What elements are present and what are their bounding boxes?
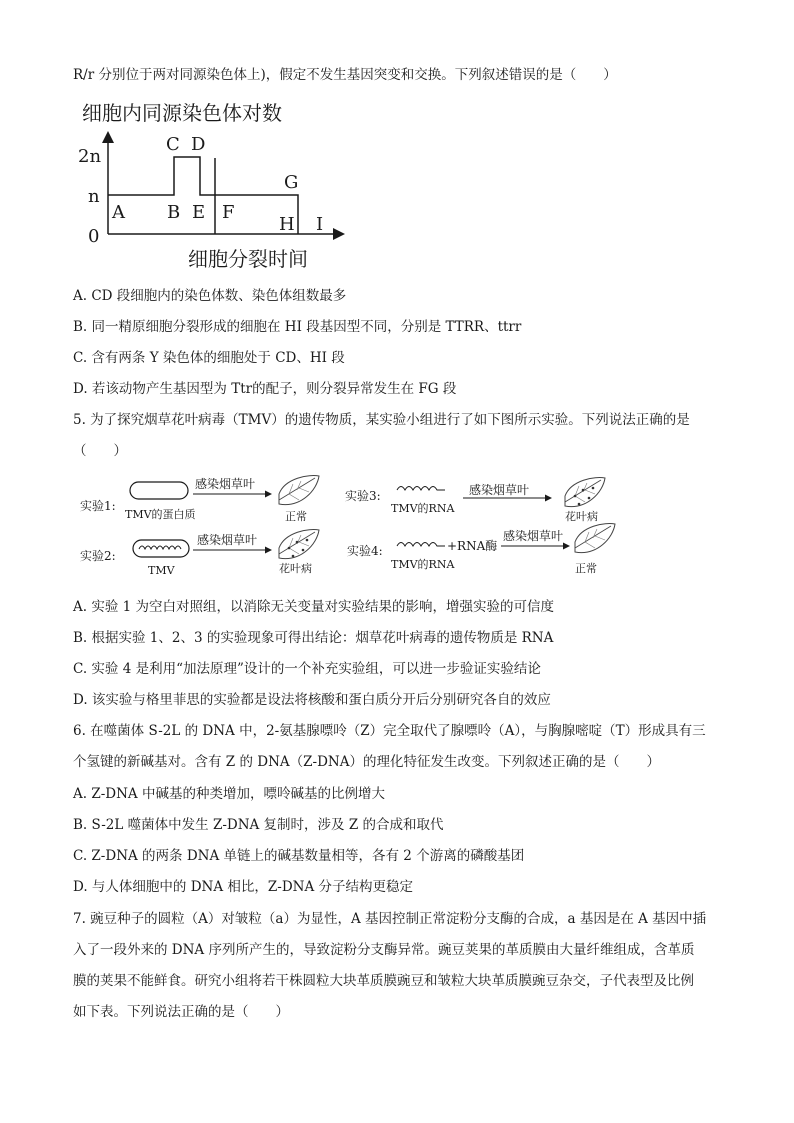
point-label-e: E — [192, 202, 206, 223]
point-label-d: D — [191, 134, 206, 155]
exp1-material: TMV的蛋白质 — [125, 508, 196, 521]
option-5d: D. 该实验与格里菲思的实验都是设法将核酸和蛋白质分开后分别研究各自的效应 — [73, 692, 551, 708]
rna-strand-icon — [397, 487, 445, 491]
option-5a: A. 实验 1 为空白对照组，以消除无关变量对实验结果的影响，增强实验的可信度 — [73, 599, 555, 615]
y-tick-n: n — [88, 186, 100, 207]
diseased-leaf-icon — [279, 530, 319, 559]
exp1-action: 感染烟草叶 — [195, 477, 256, 491]
exp4-result: 正常 — [575, 562, 597, 575]
y-tick-2n: 2n — [78, 146, 102, 167]
question-5-paren: （ ） — [73, 443, 127, 459]
question-7-stem-1: 7. 豌豆种子的圆粒（A）对皱粒（a）为显性，A 基因控制正常淀粉分支酶的合成，a 基因是在 A 基因中插 — [73, 911, 707, 927]
chart-xlabel: 细胞分裂时间 — [188, 247, 308, 271]
protein-capsule — [130, 482, 188, 499]
exp3-result: 花叶病 — [565, 510, 598, 523]
tmv-experiments-diagram — [75, 470, 625, 580]
leaf-icon-2 — [575, 524, 615, 553]
exp1-label: 实验1: — [80, 499, 116, 513]
option-5b: B. 根据实验 1、2、3 的实验现象可得出结论：烟草花叶病毒的遗传物质是 RNA — [73, 630, 554, 646]
exp1-result: 正常 — [285, 510, 307, 523]
exp4-extra: +RNA酶 — [447, 539, 498, 553]
option-4c: C. 含有两条 Y 染色体的细胞处于 CD、HI 段 — [73, 350, 345, 366]
option-5c: C. 实验 4 是利用“加法原理”设计的一个补充实验组，可以进一步验证实验结论 — [73, 661, 541, 677]
option-4a: A. CD 段细胞内的染色体数、染色体组数最多 — [73, 288, 347, 304]
chart-svg — [70, 92, 370, 277]
point-label-i: I — [316, 214, 324, 235]
question-7-stem-2: 入了一段外来的 DNA 序列所产生的，导致淀粉分支酶异常。豌豆荚果的革质膜由大量纤维组成，含革质 — [73, 942, 695, 958]
exp3-label: 实验3: — [345, 489, 381, 503]
exp2-result: 花叶病 — [279, 562, 312, 575]
leaf-icon — [279, 476, 319, 505]
exp3-material: TMV的RNA — [391, 502, 455, 515]
exp4-label: 实验4: — [347, 544, 383, 558]
y-tick-0: 0 — [88, 226, 100, 247]
point-label-h: H — [279, 214, 295, 235]
option-6b: B. S-2L 噬菌体中发生 Z-DNA 复制时，涉及 Z 的合成和取代 — [73, 817, 444, 833]
exp2-action: 感染烟草叶 — [197, 533, 258, 547]
rna-strand-icon-2 — [397, 543, 445, 547]
question-6-stem-2: 个氢键的新碱基对。含有 Z 的 DNA（Z-DNA）的理化特征发生改变。下列叙述正确的是（ ） — [73, 754, 660, 770]
point-label-a: A — [112, 202, 125, 223]
exp2-material: TMV — [148, 564, 175, 577]
chart-title: 细胞内同源染色体对数 — [82, 101, 282, 125]
homologous-pairs-chart — [70, 92, 370, 277]
experiment-2 — [80, 530, 319, 577]
experiment-3 — [345, 478, 605, 523]
point-label-c: C — [166, 134, 180, 155]
point-label-f: F — [222, 202, 235, 223]
experiment-1 — [80, 476, 319, 523]
exp4-material: TMV的RNA — [391, 558, 455, 571]
question-7-stem-3: 膜的荚果不能鲜食。研究小组将若干株圆粒大块革质膜豌豆和皱粒大块革质膜豌豆杂交，子代表型及比例 — [73, 973, 694, 989]
question-5-stem: 5. 为了探究烟草花叶病毒（TMV）的遗传物质，某实验小组进行了如下图所示实验。下列说法正确的是 — [73, 412, 690, 428]
diseased-leaf-icon-2 — [565, 478, 605, 507]
exp4-action: 感染烟草叶 — [503, 529, 564, 543]
experiments-svg — [75, 470, 625, 580]
option-6a: A. Z-DNA 中碱基的种类增加，嘌呤碱基的比例增大 — [73, 786, 385, 802]
exp3-action: 感染烟草叶 — [469, 483, 530, 497]
question-7-stem-4: 如下表。下列说法正确的是（ ） — [73, 1004, 289, 1020]
point-label-b: B — [167, 202, 181, 223]
option-4d: D. 若该动物产生基因型为 Ttr的配子，则分裂异常发生在 FG 段 — [73, 381, 457, 397]
question-4-stem-tail: R/r 分别位于两对同源染色体上)，假定不发生基因突变和交换。下列叙述错误的是（ ） — [73, 67, 617, 83]
experiment-4 — [347, 524, 615, 575]
question-6-stem-1: 6. 在噬菌体 S-2L 的 DNA 中，2-氨基腺嘌呤（Z）完全取代了腺嘌呤（A），与胸腺嘧啶（T）形成具有三 — [73, 723, 706, 739]
option-6c: C. Z-DNA 的两条 DNA 单链上的碱基数量相等，各有 2 个游离的磷酸基团 — [73, 848, 525, 864]
exp2-label: 实验2: — [80, 549, 116, 563]
option-4b: B. 同一精原细胞分裂形成的细胞在 HI 段基因型不同，分别是 TTRR、ttrr — [73, 319, 522, 335]
option-6d: D. 与人体细胞中的 DNA 相比，Z-DNA 分子结构更稳定 — [73, 879, 414, 895]
point-label-g: G — [284, 172, 299, 193]
